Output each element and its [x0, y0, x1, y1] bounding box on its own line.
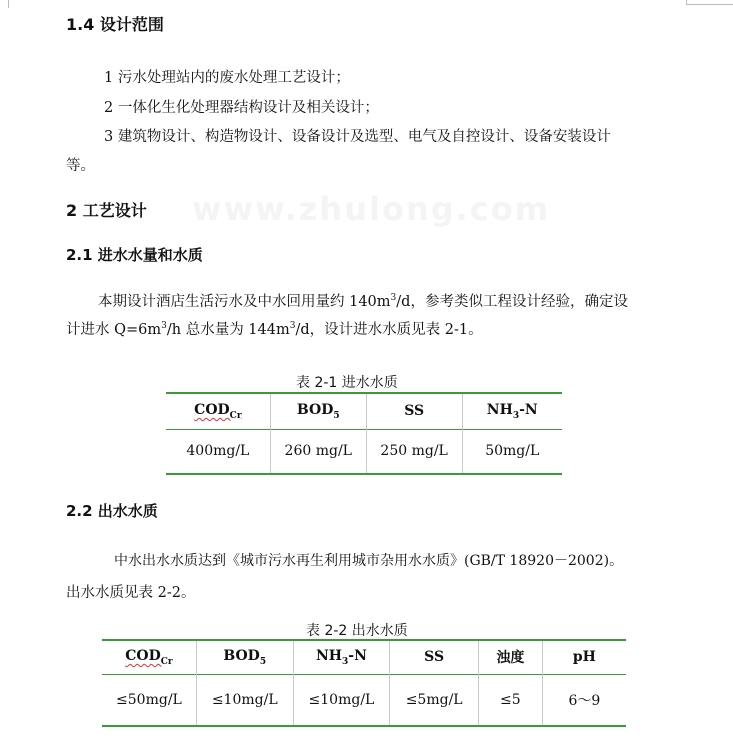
section-1-4-title: 1.4 设计范围: [66, 15, 164, 34]
table-2-1-caption: 表 2-1 进水水质: [296, 375, 398, 391]
inflow-paragraph-line-2: 计进水 $Q=6m^3/h$ 总水量为 $144m^3/d$，设计进水水质见表 2-1。: [66, 321, 483, 338]
cell-ph-value: 6～9: [542, 674, 626, 726]
cell-turbidity-value: ≤5: [478, 674, 542, 726]
header-ss: SS: [390, 640, 479, 674]
header-turbidity: 浊度: [478, 640, 542, 674]
effluent-paragraph-line-1: 中水出水水质达到《城市污水再生利用城市杂用水水质》(GB/T 18920－2002)。: [114, 553, 624, 569]
cell-nh3n-value: ≤10mg/L: [293, 674, 390, 726]
cell-bod-value: ≤10mg/L: [196, 674, 293, 726]
header-cod: $COD_{Cr}$: [166, 393, 270, 429]
table-row: [102, 674, 626, 726]
inflow-paragraph-line-1: 本期设计酒店生活污水及中水回用量约 $140m^3/d$，参考类似工程设计经验，确定设: [98, 293, 628, 310]
scope-item-1: 1 污水处理站内的废水处理工艺设计；: [104, 70, 350, 86]
cell-cod-value: ≤50mg/L: [102, 674, 196, 726]
cell-cod-value: 400mg/L: [166, 429, 270, 474]
header-ss: SS: [366, 393, 462, 429]
page-corner-mark-right: [686, 0, 733, 5]
cell-ss-value: ≤5mg/L: [390, 674, 479, 726]
header-bod: $BOD_5$: [270, 393, 366, 429]
inflow-quality-table: [166, 392, 562, 475]
header-nh3n: $NH_3-N$: [462, 393, 562, 429]
cell-bod-value: 260 mg/L: [270, 429, 366, 474]
section-2-1-title: 2.1 进水水量和水质: [66, 246, 203, 264]
table-header-row: [166, 393, 562, 429]
header-bod: $BOD_5$: [196, 640, 293, 674]
table-header-row: [102, 640, 626, 674]
header-cod: $COD_{Cr}$: [102, 640, 196, 674]
table-2-2-caption: 表 2-2 出水水质: [306, 623, 408, 639]
watermark: www.zhulong.com: [192, 190, 551, 228]
scope-item-3-continued: 等。: [66, 158, 95, 174]
cell-ss-value: 250 mg/L: [366, 429, 462, 474]
table-row: [166, 429, 562, 474]
section-2-title: 2 工艺设计: [66, 201, 147, 220]
cell-nh3n-value: 50mg/L: [462, 429, 562, 474]
scope-item-3: 3 建筑物设计、构造物设计、设备设计及选型、电气及自控设计、设备安装设计: [104, 129, 611, 145]
effluent-paragraph-line-2: 出水水质见表 2-2。: [66, 585, 196, 601]
effluent-quality-table: [102, 639, 626, 727]
section-2-2-title: 2.2 出水水质: [66, 502, 158, 520]
page-corner-mark-left: [0, 0, 9, 8]
header-ph: pH: [542, 640, 626, 674]
scope-item-2: 2 一体化生化处理器结构设计及相关设计；: [104, 100, 379, 116]
header-nh3n: $NH_3-N$: [293, 640, 390, 674]
